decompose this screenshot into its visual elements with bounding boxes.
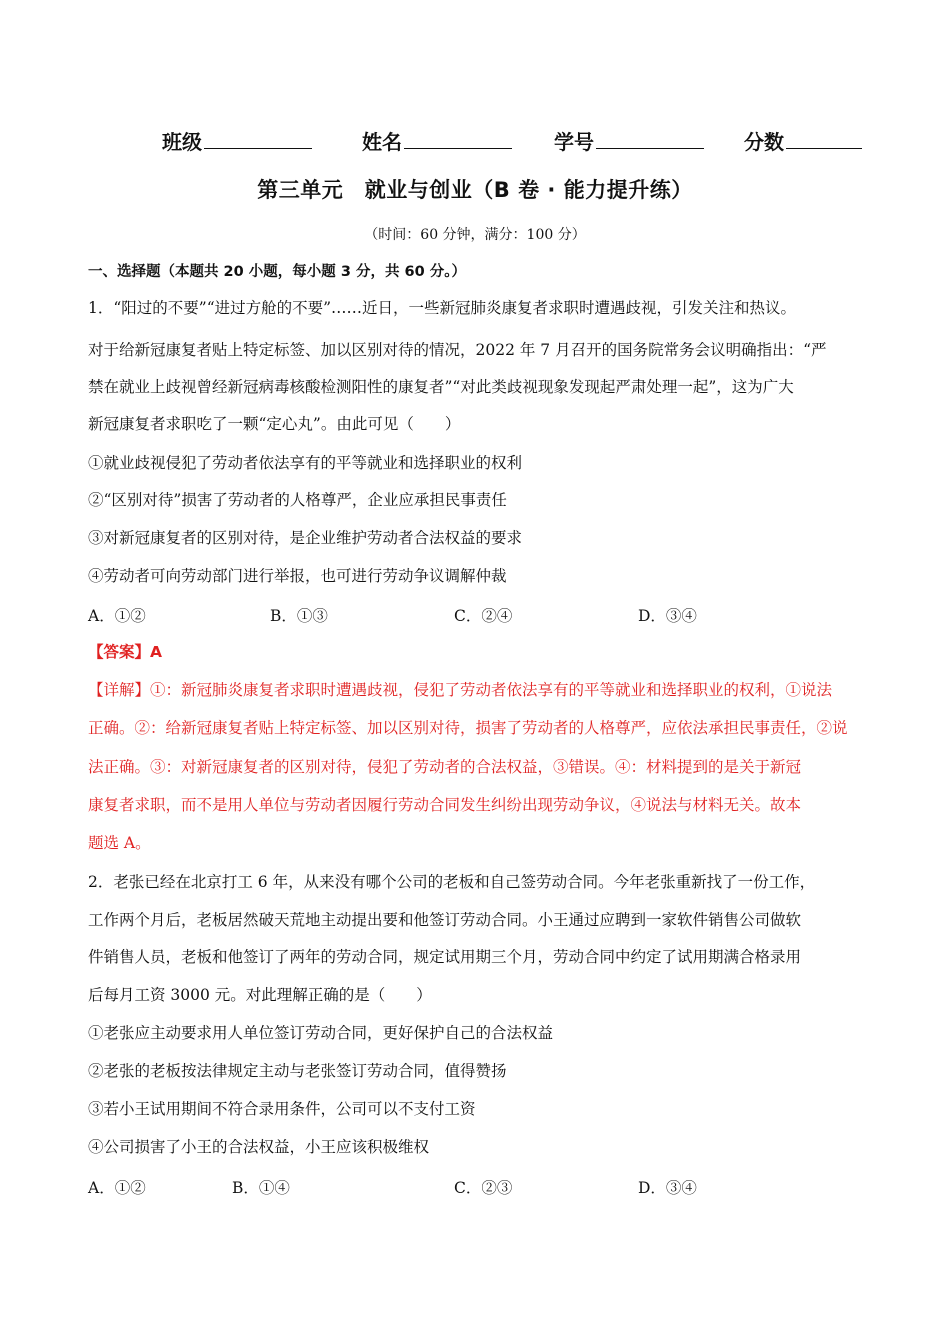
section-heading: 一、选择题（本题共 20 小题，每小题 3 分，共 60 分。） — [88, 264, 466, 280]
exam-time-score: （时间：60 分钟，满分：100 分） — [364, 227, 586, 243]
q2-option-a[interactable]: A．①② — [88, 1179, 146, 1197]
q2-stem-line: 工作两个月后，老板居然破天荒地主动提出要和他签订劳动合同。小王通过应聘到一家软件销售公司做软 — [88, 911, 802, 929]
q2-statement: ③若小王试用期间不符合录用条件，公司可以不支付工资 — [88, 1100, 476, 1118]
q1-explanation-line: 题选 A。 — [88, 834, 151, 852]
student-id-label: 学号 — [554, 130, 594, 154]
q2-option-d[interactable]: D．③④ — [638, 1179, 697, 1197]
score-blank[interactable] — [786, 126, 862, 149]
q1-option-c[interactable]: C．②④ — [454, 607, 513, 625]
q1-explanation-line: 【详解】①：新冠肺炎康复者求职时遭遇歧视，侵犯了劳动者依法享有的平等就业和选择职业的权利，①说法 — [88, 681, 833, 699]
q1-statement: ①就业歧视侵犯了劳动者依法享有的平等就业和选择职业的权利 — [88, 454, 523, 472]
score-field[interactable] — [744, 126, 862, 155]
student-info-header — [162, 126, 867, 156]
q1-stem-line: 禁在就业上歧视曾经新冠病毒核酸检测阳性的康复者”“对此类歧视现象发现起严肃处理一起”，这为广大 — [88, 378, 794, 396]
q1-statement: ④劳动者可向劳动部门进行举报，也可进行劳动争议调解仲裁 — [88, 567, 507, 585]
student-id-blank[interactable] — [596, 126, 704, 149]
q2-options — [88, 1176, 868, 1198]
q1-option-a[interactable]: A．①② — [88, 607, 146, 625]
class-blank[interactable] — [204, 126, 312, 149]
student-id-field[interactable] — [554, 126, 704, 155]
q1-option-b[interactable]: B．①③ — [270, 607, 328, 625]
score-label: 分数 — [744, 130, 784, 154]
q2-option-c[interactable]: C．②③ — [454, 1179, 513, 1197]
q1-stem-line: 对于给新冠康复者贴上特定标签、加以区别对待的情况，2022 年 7 月召开的国务院常务会议明确指出：“严 — [88, 341, 827, 359]
q2-stem-line: 件销售人员，老板和他签订了两年的劳动合同，规定试用期三个月，劳动合同中约定了试用期满合格录用 — [88, 948, 802, 966]
q2-statement: ①老张应主动要求用人单位签订劳动合同，更好保护自己的合法权益 — [88, 1024, 554, 1042]
q1-option-d[interactable]: D．③④ — [638, 607, 697, 625]
q2-statement: ④公司损害了小王的合法权益，小王应该积极维权 — [88, 1138, 430, 1156]
q2-stem-line: 2．老张已经在北京打工 6 年，从来没有哪个公司的老板和自己签劳动合同。今年老张重新找了一份工作， — [88, 873, 816, 891]
q2-option-b[interactable]: B．①④ — [232, 1179, 290, 1197]
q2-stem-line: 后每月工资 3000 元。对此理解正确的是（ ） — [88, 986, 432, 1004]
q1-explanation-line: 康复者求职，而不是用人单位与劳动者因履行劳动合同发生纠纷出现劳动争议，④说法与材料无关。故本 — [88, 796, 802, 814]
q1-statement: ③对新冠康复者的区别对待，是企业维护劳动者合法权益的要求 — [88, 529, 523, 547]
q1-stem-line: 新冠康复者求职吃了一颗“定心丸”。由此可见（ ） — [88, 415, 461, 433]
page-title: 第三单元 就业与创业（B 卷 · 能力提升练） — [257, 178, 693, 202]
name-label: 姓名 — [362, 130, 402, 154]
class-field[interactable] — [162, 126, 312, 155]
q1-explanation-line: 正确。②：给新冠康复者贴上特定标签、加以区别对待，损害了劳动者的人格尊严，应依法承担民事责任，②说 — [88, 719, 848, 737]
name-blank[interactable] — [404, 126, 512, 149]
name-field[interactable] — [362, 126, 512, 155]
q1-answer: 【答案】A — [88, 643, 162, 661]
q1-options — [88, 604, 868, 626]
q1-explanation-line: 法正确。③：对新冠康复者的区别对待，侵犯了劳动者的合法权益，③错误。④：材料提到的是关于新冠 — [88, 758, 802, 776]
class-label: 班级 — [162, 130, 202, 154]
q2-statement: ②老张的老板按法律规定主动与老张签订劳动合同，值得赞扬 — [88, 1062, 507, 1080]
q1-statement: ②“区别对待”损害了劳动者的人格尊严，企业应承担民事责任 — [88, 491, 507, 509]
q1-stem-line: 1．“阳过的不要”“进过方舱的不要”……近日，一些新冠肺炎康复者求职时遭遇歧视，引发关注和热议。 — [88, 299, 797, 317]
